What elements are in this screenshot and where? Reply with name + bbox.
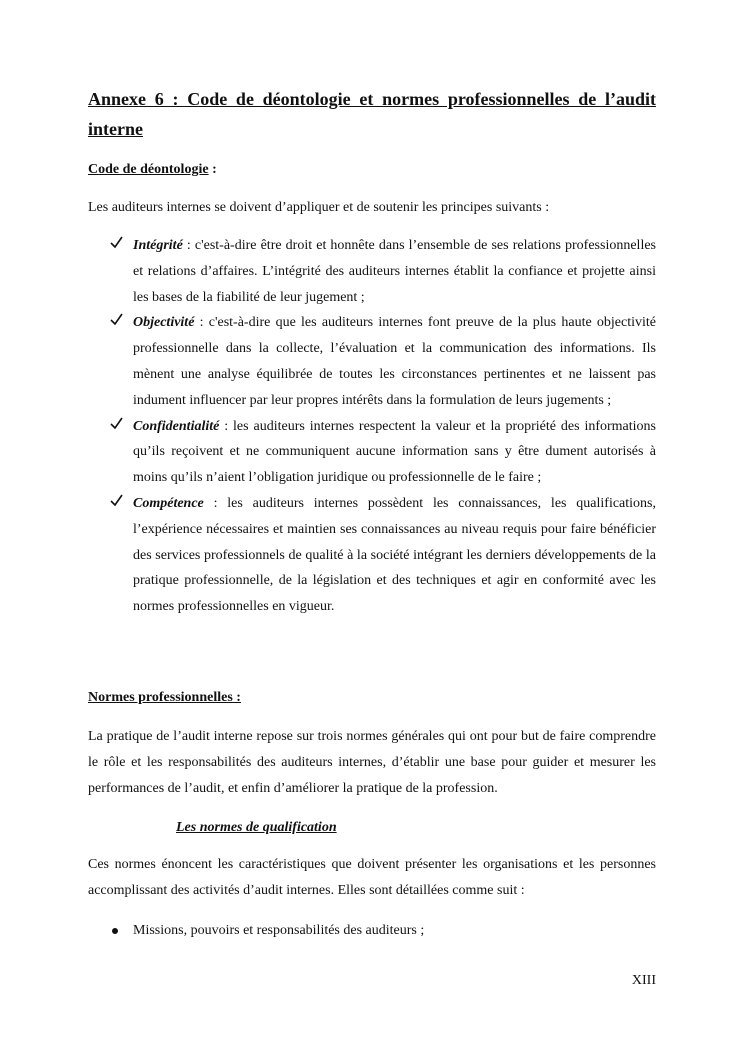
page-number: XIII (631, 973, 656, 988)
principle-item (88, 491, 656, 620)
normes-heading-text: Normes professionnelles : (88, 690, 241, 705)
qualification-subheading: Les normes de qualification (176, 820, 337, 835)
code-heading-text: Code de déontologie (88, 162, 209, 177)
code-heading (88, 162, 217, 178)
principle-term: Confidentialité (133, 418, 220, 434)
principles-list (88, 233, 656, 620)
principle-text: : c'est-à-dire que les auditeurs internes font preuve de la plus haute objectivité professionnelle dans la collecte, l’évaluation et la communication des informations. Ils mènent une analyse équilibrée de toutes les circonstances pertinentes et ne laissent pas indument influencer par leur propres intérêts dans la formulation de leurs jugements ; (133, 315, 656, 408)
normes-paragraph: La pratique de l’audit interne repose sur trois normes générales qui ont pour but de faire comprendre le rôle et les responsabilités des auditeurs internes, d’établir une base pour guider et mesurer les performances de l’audit, et enfin d’améliorer la pratique de la profession. (88, 729, 656, 796)
checkmark-icon (110, 414, 124, 440)
principle-text: : les auditeurs internes possèdent les connaissances, les qualifications, l’expérience nécessaires et maintien ses connaissances au niveau requis pour faire bénéficier des services professionnels de qualité à la société intégrant les derniers développements de la pratique professionnelle, de la législation et des techniques et agir en conformité avec les normes professionnelles en vigueur. (133, 495, 656, 615)
code-intro: Les auditeurs internes se doivent d’appliquer et de soutenir les principes suivants : (88, 200, 550, 215)
qualification-list (88, 920, 656, 942)
checkmark-icon (110, 233, 124, 259)
list-item-text: Missions, pouvoirs et responsabilités des auditeurs ; (133, 923, 425, 938)
principle-term: Objectivité (133, 315, 195, 331)
principle-item (88, 414, 656, 491)
normes-heading (88, 690, 241, 706)
principle-term: Intégrité (133, 238, 183, 253)
principle-item (88, 310, 656, 413)
list-item (88, 920, 656, 942)
bullet-icon (112, 928, 118, 934)
principle-text: : les auditeurs internes respectent la valeur et la propriété des informations qu’ils reçoivent et ne communiquent aucune information sans y être dument autorisés à moins qu’ils n’aient l’obligation juridique ou professionnelle de le faire ; (133, 418, 656, 486)
qualification-paragraph: Ces normes énoncent les caractéristiques que doivent présenter les organisations et les personnes accomplissant des activités d’audit internes. Elles sont détaillées comme suit : (88, 857, 656, 898)
checkmark-icon (110, 310, 124, 336)
annex-title: Annexe 6 : Code de déontologie et normes professionnelles de l’audit interne (88, 89, 656, 139)
code-heading-suffix: : (208, 162, 217, 177)
principle-term: Compétence (133, 495, 204, 511)
checkmark-icon (110, 491, 124, 517)
principle-item (88, 233, 656, 310)
principle-text: : c'est-à-dire être droit et honnête dans l’ensemble de ses relations professionnelles et relations d’affaires. L’intégrité des auditeurs internes établit la confiance et projette ainsi les bases de la fiabilité de leur jugement ; (133, 238, 656, 305)
